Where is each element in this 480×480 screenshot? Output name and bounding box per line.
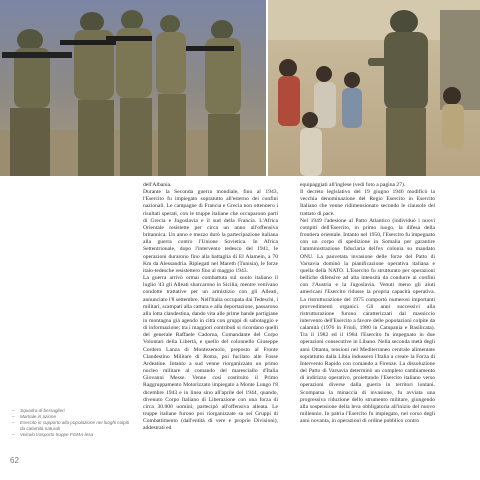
photo-divider [266, 0, 268, 176]
paragraph: Nel 1949 l'adesione al Patto Atlantico (individuò i nuovi compiti dell'Esercito, in primo luogo, la difesa della frontiera orientale. Intanto nel 1950, l'Esercito fu impegnato con un corpo di spedizione in Somalia per garantire l'amministrazione fiduciaria dell'ex colonia su mandato ONU. La pauvetata invasione delle forze del Patto di Varsavia dominò la pianificazione operativa italiana e quella della NATO. L'Esercito fu strutturato per operazioni belliche difensive ad alta intensità da condurre ai confini con l'Austria e la Jugoslavia. Venuti meno gli aiuti americani l'Esercito ridusse la propria capacità operativa. La ristrutturazione del 1975 comportò numerosi importanti provvedimenti organici. Gli anni successivi alla ristrutturazione furono caratterizzati dal massiccio intervento dell'Esercito a favore delle popolazioni colpite da calamità (1976 in Friuli, 1980 in Campania e Basilicata). Tra il 1982 ed il 1984 l'Esercito fu impegnato in due operazioni consecutive in Libano. Nella seconda metà degli anni Ottanta, tensioni nel Mediterraneo centrale alimentate soprattutto dalla Libia indussero l'Italia a creare la Forza di Intervento Rapido con comando a Firenze. La dissoluzione del Patto di Varsavia determinò un completo cambiamento di indirizzo operativo, proiettando l'Esercito italiano verso operazioni diverse dalla guerra in territori lontani. Scomparsa la minaccia di invasione, fu avviata una progressiva riduzione dello strumento militare, giungendo alla sospensione della leva obbligatoria all'inizio del nuovo millennio. In patria l'Esercito fu impiegato, nel corso degli anni novanta, in operazioni di ordine pubblico contro [300, 217, 435, 425]
bullet-dash-icon: – [12, 420, 15, 425]
bullet-dash-icon: – [12, 414, 15, 419]
bullet-dash-icon: – [12, 408, 15, 413]
photo-captions [12, 408, 130, 438]
paragraph: equipaggiati all'inglese (vedi foto a pagina 27). [300, 182, 406, 188]
paragraph: La guerra arrivò ormai combattuta sul suolo italiano il luglio '43 gli Alleati sbarcarono in Sicilia, mentre venivano condotte trattative per un armistizio con gli Alleati, annunciato l'8 settembre. Nell'Italia occupata dai Tedeschi, i militari, scampati alla cattura e alla deportazione, passarono alla lotta clandestina, dando vita alle prime bande partigiane in montagna già agendo in città con gruppi di sabotaggio e di informazione; tra i maggiori contributi si ricordano quelli del generale Raffaele Cadorna, Comandante del Corpo Volontari della Libertà, e quello del colonnello Giuseppe Cordero Lanza di Montezemolo, preposto al Fronte Clandestino Militare di Roma, poi fucilato alle Fosse Ardeatine. Intanto a sud venne riorganizzato un primo nucleo militare al comando del maresciallo d'Italia Giovanni Messe. Venne così costituito il Primo Raggruppamento Motorizzato impiegato a Monte Lungo l'8 dicembre 1943 e in linea sino all'aprile del 1944, quando, divenuto Corpo Italiano di Liberazione con una forza di circa 30.000 uomini, partecipò all'offensiva alleata. Le truppe italiane furono poi riorganizzate su sei Gruppi di Combattimento (dall'entità di vere e proprie Divisioni), addestrati ed [143, 275, 278, 432]
caption-text: Martiale in azione [20, 414, 57, 419]
header-photo [0, 0, 480, 176]
caption-item [12, 420, 130, 432]
text-column-2 [300, 182, 435, 425]
caption-item [12, 432, 130, 438]
text-column-1 [143, 182, 278, 432]
paragraph: Durante la Seconda guerra mondiale, fino al 1943, l'Esercito fu impiegato sopratutto all'esterno dei confini nazionali. Le campagne di Francia e Grecia non ottennero i risultati sperati, con le truppe italiane che occuparono parti di Grecia e Jugoslavia e il sud della Francia. L'Africa Orientale resistette per circa un anno all'offensiva britannica. Un anno e mezzo durò la partecipazione italiana alla guerra contro l'Unione Sovietica. In Africa Settentrionale, dopo l'intervento tedesco del 1941, le operazioni durarono fino alla battaglia di El Alamein, a 70 Km da Alessandria. Ripiegati nel Mareth (Tunisia), le forze italo-tedesche resistettero fino al maggio 1943. [143, 189, 278, 274]
paragraph: Il decreto legislativo del 19 giugno 1946 modificò la vecchia denominazione del Regio Esercito in Esercito Italiano che venne ridimensionato secondo le clausole del trattato di pace. [300, 189, 435, 217]
bullet-dash-icon: – [12, 432, 15, 437]
caption-text: Esercito in supporto alla popolazione nei luoghi colpiti da calamità naturali [20, 420, 130, 431]
soldier-with-children-photo-icon [268, 0, 480, 176]
page-number: 62 [10, 456, 19, 465]
paragraph: dell'Albania. [143, 182, 172, 188]
soldiers-patrol-photo-icon [0, 0, 266, 176]
caption-text: Veicolo trasporto truppe FGMA-lesa [20, 432, 94, 437]
caption-text: Squadra di bersaglieri [20, 408, 65, 413]
